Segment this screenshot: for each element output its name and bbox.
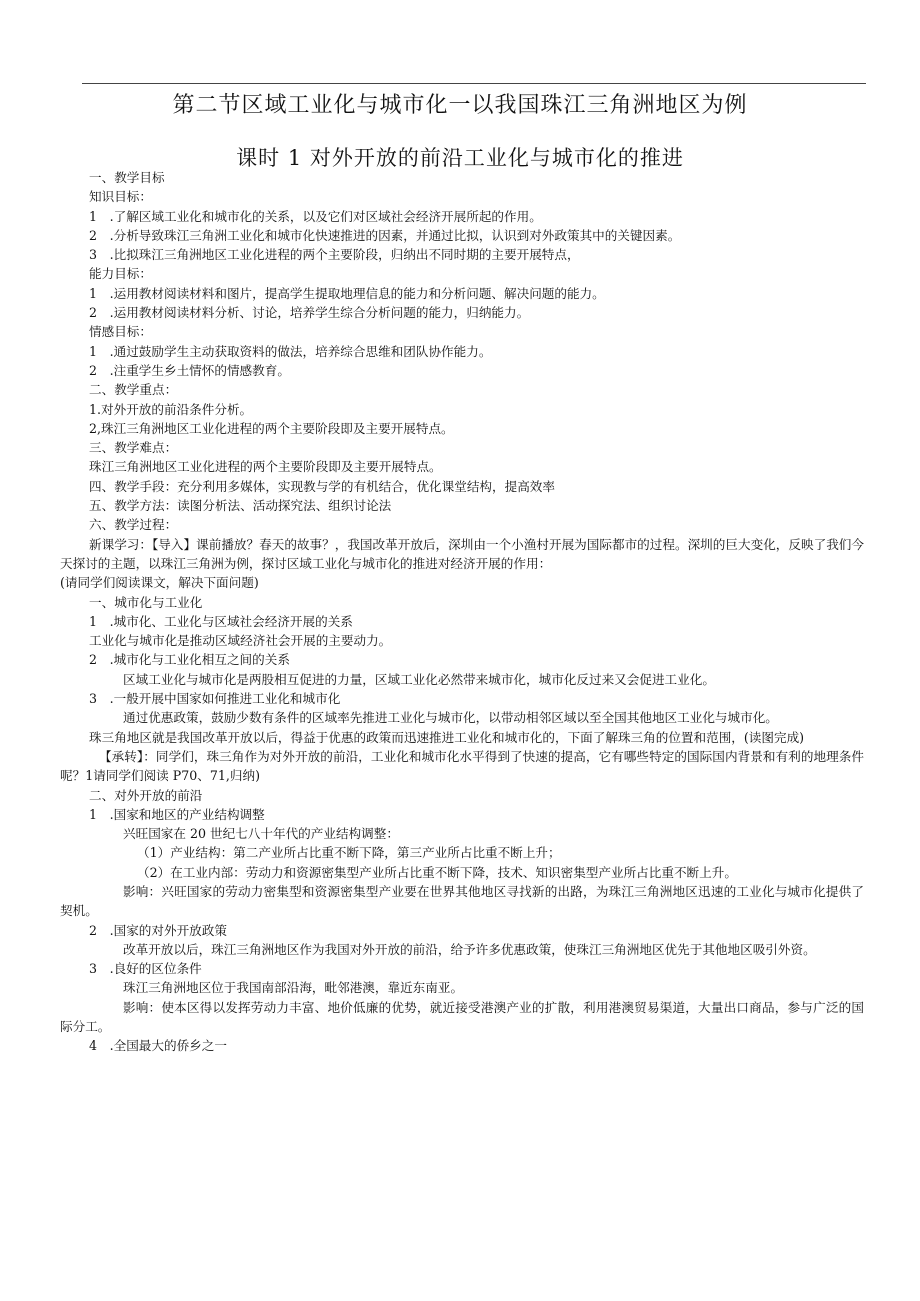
frontier-sub-2: （2）在工业内部：劳动力和资源密集型产业所占比重不断下降，技术、知识密集型产业所占比重不断上升。 (137, 864, 737, 880)
difficulty-text: 珠江三角洲地区工业化进程的两个主要阶段即及主要开展特点。 (89, 459, 442, 475)
frontier-text-3: 珠江三角洲地区位于我国南部沿海，毗邻港澳，靠近东南亚。 (123, 980, 464, 996)
frontier-item-1: 1 .国家和地区的产业结构调整 (89, 806, 265, 822)
section-title: 第二节区域工业化与城市化一以我国珠江三角洲地区为例 (172, 93, 748, 118)
label-ability-goals: 能力目标： (89, 266, 152, 282)
lesson-title: 课时 1 对外开放的前沿工业化与城市化的推进 (236, 146, 684, 170)
reading-instruction: (请同学们阅读课文，解决下面问题) (60, 575, 259, 591)
teaching-means: 四、教学手段：充分利用多媒体，实现教与学的有机结合，优化课堂结构，提高效率 (89, 478, 555, 494)
frontier-item-2: 2 .国家的对外开放政策 (89, 922, 227, 938)
knowledge-goal-2: 2 .分析导致珠江三角洲工业化和城市化快速推进的因素，并通过比拟，认识到对外政策其中的关键因素。 (89, 227, 681, 243)
knowledge-goal-1: 1 .了解区域工业化和城市化的关系，以及它们对区域社会经济开展所起的作用。 (89, 208, 542, 224)
heading-teaching-process: 六、教学过程： (89, 517, 178, 533)
heading-teaching-goals: 一、教学目标 (89, 170, 165, 185)
frontier-text-1: 兴旺国家在 20 世纪七八十年代的产业结构调整： (123, 826, 399, 842)
urbanization-item-3: 3 .一般开展中国家如何推进工业化和城市化 (89, 691, 341, 707)
key-point-2: 2,珠江三角洲地区工业化进程的两个主要阶段即及主要开展特点。 (89, 420, 454, 436)
transition-paragraph: 【承转】：同学们，珠三角作为对外开放的前沿，工业化和城市化水平得到了快速的提高，它有哪些特定的国际国内背景和有利的地理条件呢？1请同学们阅读 P70、71,归纳) (60, 748, 864, 784)
teaching-methods: 五、教学方法：读图分析法、活动探究法、组织讨论法 (89, 498, 392, 514)
label-emotion-goals: 情感目标： (89, 324, 152, 340)
key-point-1: 1.对外开放的前沿条件分析。 (89, 401, 253, 417)
intro-paragraph: 新课学习：【导入】课前播放？春天的故事？，我国改革开放后，深圳由一个小渔村开展为国际都市的过程。深圳的巨大变化，反映了我们今天探讨的主题，以珠江三角洲为例，探讨区域工业化与城市化的推进对经济开展的作用： (60, 536, 864, 571)
knowledge-goal-3: 3 .比拟珠江三角洲地区工业化进程的两个主要阶段，归纳出不同时期的主要开展特点， (89, 247, 580, 263)
urbanization-text-2: 区域工业化与城市化是两股相互促进的力量，区域工业化必然带来城市化，城市化反过来又会促进工业化。 (123, 671, 715, 687)
frontier-impact-3: 影响：使本区得以发挥劳动力丰富、地价低廉的优势，就近接受港澳产业的扩散，利用港澳贸易渠道，大量出口商品，参与广泛的国际分工。 (60, 999, 864, 1035)
urbanization-item-1: 1 .城市化、工业化与区域社会经济开展的关系 (89, 613, 353, 629)
emotion-goal-1: 1 .通过鼓励学生主动获取资料的做法，培养综合思维和团队协作能力。 (89, 343, 492, 359)
urbanization-text-1: 工业化与城市化是推动区域经济社会开展的主要动力。 (89, 633, 392, 649)
header-rule (82, 83, 866, 84)
heading-urbanization: 一、城市化与工业化 (89, 594, 203, 610)
urbanization-text-3: 通过优惠政策，鼓励少数有条件的区域率先推进工业化与城市化，以带动相邻区域以至全国其他地区工业化与城市化。 (123, 710, 778, 726)
heading-key-points: 二、教学重点： (89, 382, 178, 398)
prd-paragraph: 珠三角地区就是我国改革开放以后，得益于优惠的政策而迅速推进工业化和城市化的，下面了解珠三角的位置和范围，(读图完成) (89, 729, 805, 745)
frontier-sub-1: （1）产业结构：第二产业所占比重不断下降，第三产业所占比重不断上升； (137, 845, 561, 861)
emotion-goal-2: 2 .注重学生乡土情怀的情感教育。 (89, 362, 290, 378)
document-body (60, 168, 864, 1056)
heading-opening-frontier: 二、对外开放的前沿 (89, 787, 203, 803)
frontier-impact-1: 影响：兴旺国家的劳动力密集型和资源密集型产业要在世界其他地区寻找新的出路，为珠江三角洲地区迅速的工业化与城市化提供了契机。 (60, 883, 864, 919)
frontier-item-4: 4 .全国最大的侨乡之一 (89, 1038, 227, 1054)
heading-difficulties: 三、教学难点： (89, 440, 178, 456)
ability-goal-2: 2 .运用教材阅读材料分析、讨论，培养学生综合分析问题的能力，归纳能力。 (89, 305, 530, 321)
label-knowledge-goals: 知识目标： (89, 189, 152, 205)
urbanization-item-2: 2 .城市化与工业化相互之间的关系 (89, 652, 290, 668)
ability-goal-1: 1 .运用教材阅读材料和图片，提高学生提取地理信息的能力和分析问题、解决问题的能力。 (89, 285, 605, 301)
frontier-item-3: 3 .良好的区位条件 (89, 961, 202, 977)
frontier-text-2: 改革开放以后，珠江三角洲地区作为我国对外开放的前沿，给予许多优惠政策，使珠江三角洲地区优先于其他地区吸引外资。 (123, 941, 816, 957)
